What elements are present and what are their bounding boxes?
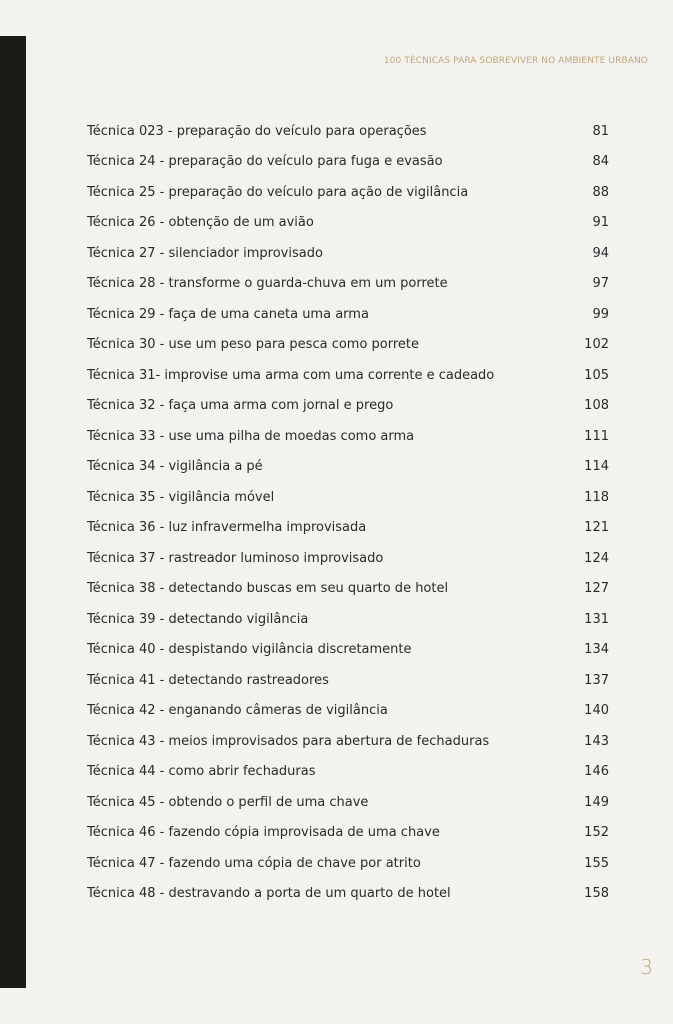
toc-entry-title: Técnica 34 - vigilância a pé [87,459,263,475]
toc-entry-page: 121 [584,520,609,536]
toc-entry-page: 152 [584,825,609,841]
toc-entry [87,696,609,727]
toc-entry-page: 108 [584,398,609,414]
toc-entry-page: 111 [584,428,609,444]
toc-entry-title: Técnica 44 - como abrir fechaduras [87,764,316,780]
toc-entry-page: 91 [592,215,609,231]
toc-entry-title: Técnica 24 - preparação do veículo para fuga e evasão [87,154,443,170]
toc-entry-page: 149 [584,794,609,810]
toc-entry-page: 97 [592,276,609,292]
toc-entry [87,177,609,208]
toc-entry [87,635,609,666]
toc-entry [87,818,609,849]
toc-entry-page: 81 [592,123,609,139]
toc-entry [87,726,609,757]
toc-entry [87,604,609,635]
toc-entry-title: Técnica 31- improvise uma arma com uma corrente e cadeado [87,367,495,383]
toc-entry [87,147,609,178]
toc-entry [87,238,609,269]
toc-entry [87,452,609,483]
toc-entry-page: 140 [584,703,609,719]
toc-entry-title: Técnica 36 - luz infravermelha improvisada [87,520,367,536]
toc-entry-title: Técnica 30 - use um peso para pesca como porrete [87,337,420,353]
toc-entry-title: Técnica 48 - destravando a porta de um quarto de hotel [87,886,451,902]
toc-entry-page: 155 [584,855,609,871]
toc-entry-title: Técnica 40 - despistando vigilância discretamente [87,642,412,658]
toc-entry-title: Técnica 25 - preparação do veículo para ação de vigilância [87,184,469,200]
toc-entry [87,787,609,818]
toc-entry-title: Técnica 023 - preparação do veículo para operações [87,123,427,139]
toc-entry [87,299,609,330]
toc-entry-title: Técnica 28 - transforme o guarda-chuva em um porrete [87,276,448,292]
toc-entry-page: 137 [584,672,609,688]
toc-entry-title: Técnica 29 - faça de uma caneta uma arma [87,306,369,322]
toc-entry-title: Técnica 45 - obtendo o perfil de uma chave [87,794,369,810]
toc-entry-title: Técnica 26 - obtenção de um avião [87,215,314,231]
table-of-contents [87,116,609,909]
toc-entry-page: 88 [592,184,609,200]
toc-entry-title: Técnica 32 - faça uma arma com jornal e prego [87,398,394,414]
toc-entry-title: Técnica 46 - fazendo cópia improvisada de uma chave [87,825,440,841]
toc-entry-title: Técnica 37 - rastreador luminoso improvisado [87,550,384,566]
toc-entry [87,848,609,879]
toc-entry-page: 102 [584,337,609,353]
toc-entry-title: Técnica 41 - detectando rastreadores [87,672,329,688]
toc-entry [87,421,609,452]
toc-entry [87,757,609,788]
toc-entry-title: Técnica 38 - detectando buscas em seu quarto de hotel [87,581,449,597]
toc-entry-title: Técnica 42 - enganando câmeras de vigilância [87,703,388,719]
page-number: 3 [640,955,653,979]
toc-entry-title: Técnica 39 - detectando vigilância [87,611,309,627]
side-bar-decoration [0,36,26,988]
toc-entry [87,482,609,513]
toc-entry-page: 158 [584,886,609,902]
toc-entry-page: 146 [584,764,609,780]
toc-entry-page: 127 [584,581,609,597]
toc-entry [87,269,609,300]
toc-entry-page: 124 [584,550,609,566]
toc-entry-page: 94 [592,245,609,261]
toc-entry-page: 105 [584,367,609,383]
toc-entry-title: Técnica 47 - fazendo uma cópia de chave por atrito [87,855,421,871]
toc-entry-page: 118 [584,489,609,505]
toc-entry [87,330,609,361]
toc-entry-title: Técnica 27 - silenciador improvisado [87,245,323,261]
toc-entry-title: Técnica 43 - meios improvisados para abertura de fechaduras [87,733,490,749]
toc-entry [87,513,609,544]
toc-entry-page: 143 [584,733,609,749]
toc-entry [87,360,609,391]
toc-entry [87,879,609,910]
toc-entry-page: 114 [584,459,609,475]
toc-entry [87,116,609,147]
toc-entry-page: 99 [592,306,609,322]
toc-entry-page: 131 [584,611,609,627]
toc-entry [87,391,609,422]
toc-entry [87,208,609,239]
toc-entry-title: Técnica 35 - vigilância móvel [87,489,275,505]
toc-entry-page: 134 [584,642,609,658]
toc-entry-page: 84 [592,154,609,170]
running-header: 100 TÉCNICAS PARA SOBREVIVER NO AMBIENTE URBANO [383,56,648,66]
toc-entry [87,665,609,696]
toc-entry [87,574,609,605]
toc-entry-title: Técnica 33 - use uma pilha de moedas como arma [87,428,415,444]
toc-entry [87,543,609,574]
